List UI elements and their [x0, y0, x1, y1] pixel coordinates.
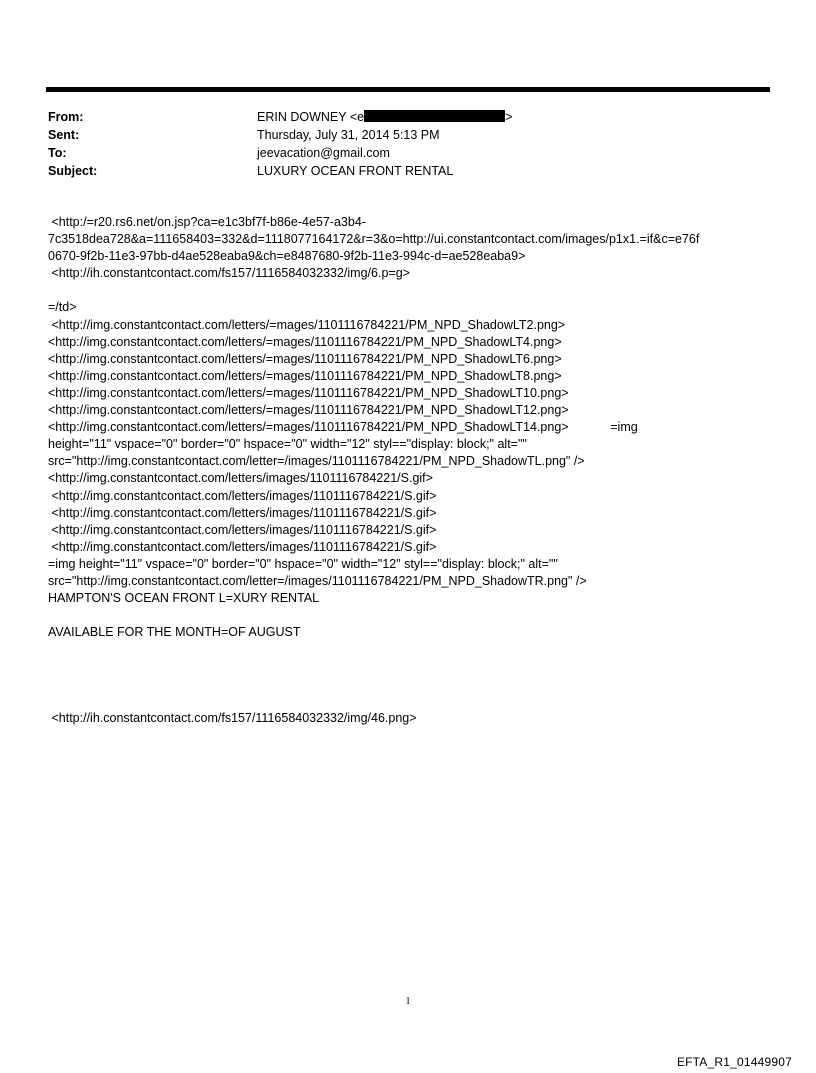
body-line: AVAILABLE FOR THE MONTH=OF AUGUST — [48, 625, 301, 640]
body-line: <http://img.constantcontact.com/letters/=mages/1101116784221/PM_NPD_ShadowLT6.png> — [48, 351, 562, 366]
body-line: src="http://img.constantcontact.com/letter=/images/1101116784221/PM_NPD_ShadowTR.png" /> — [48, 573, 587, 588]
body-line: src="http://img.constantcontact.com/letter=/images/1101116784221/PM_NPD_ShadowTL.png" /> — [48, 454, 585, 469]
body-line — [48, 658, 788, 675]
body-line: =/td> — [48, 300, 77, 315]
body-line: height="11" vspace="0" border="0" hspace="0" width="12" styl=="display: block;" alt="" — [48, 437, 527, 452]
email-header — [48, 108, 748, 180]
body-line: <http://img.constantcontact.com/letters/=mages/1101116784221/PM_NPD_ShadowLT14.png> =img — [48, 420, 638, 435]
body-line: <http://img.constantcontact.com/letters/images/1101116784221/S.gif> — [48, 522, 437, 537]
from-value-start: ERIN DOWNEY <e — [257, 110, 365, 124]
top-divider-rule — [46, 87, 770, 92]
body-line: <http://img.constantcontact.com/letters/images/1101116784221/S.gif> — [48, 471, 433, 486]
from-value — [257, 108, 512, 126]
body-line: <http://img.constantcontact.com/letters/images/1101116784221/S.gif> — [48, 488, 437, 503]
to-label: To: — [48, 146, 67, 160]
body-line — [48, 607, 788, 624]
from-label: From: — [48, 110, 84, 124]
email-body — [48, 214, 788, 727]
body-line — [48, 282, 788, 299]
body-line: <http://ih.constantcontact.com/fs157/1116584032332/img/46.png> — [48, 710, 417, 725]
to-row — [48, 144, 748, 162]
body-line — [48, 676, 788, 693]
body-line: =img height="11" vspace="0" border="0" hspace="0" width="12" styl=="display: block;" alt="" — [48, 556, 558, 571]
body-line: <http://img.constantcontact.com/letters/images/1101116784221/S.gif> — [48, 539, 437, 554]
body-line: HAMPTON'S OCEAN FRONT L=XURY RENTAL — [48, 591, 320, 606]
document-id: EFTA_R1_01449907 — [676, 1055, 792, 1069]
body-line: <http://img.constantcontact.com/letters/=mages/1101116784221/PM_NPD_ShadowLT4.png> — [48, 334, 562, 349]
subject-row — [48, 162, 748, 180]
body-line: 7c3518dea728&a=111658403=332&d=1118077164172&r=3&o=http://ui.constantcontact.com/images/p1x1.=if&c=e76f — [48, 232, 700, 247]
subject-value: LUXURY OCEAN FRONT RENTAL — [257, 164, 454, 178]
body-line: <http://img.constantcontact.com/letters/=mages/1101116784221/PM_NPD_ShadowLT2.png> — [48, 317, 566, 332]
to-value: jeevacation@gmail.com — [257, 146, 390, 160]
body-line: <http://img.constantcontact.com/letters/=mages/1101116784221/PM_NPD_ShadowLT10.png> — [48, 385, 569, 400]
page-number: 1 — [405, 996, 411, 1007]
body-line: <http:/=r20.rs6.net/on.jsp?ca=e1c3bf7f-b86e-4e57-a3b4- — [48, 215, 366, 229]
from-row — [48, 108, 748, 126]
body-line: <http://img.constantcontact.com/letters/images/1101116784221/S.gif> — [48, 505, 437, 520]
body-line: 0670-9f2b-11e3-97bb-d4ae528eaba9&ch=e8487680-9f2b-11e3-994c-d=ae528eaba9> — [48, 249, 526, 264]
sent-value: Thursday, July 31, 2014 5:13 PM — [257, 128, 440, 142]
sent-row — [48, 126, 748, 144]
from-value-end: > — [505, 110, 513, 124]
subject-label: Subject: — [48, 164, 98, 178]
body-line — [48, 641, 788, 658]
body-line: <http://img.constantcontact.com/letters/=mages/1101116784221/PM_NPD_ShadowLT12.png> — [48, 403, 569, 418]
sent-label: Sent: — [48, 128, 80, 142]
body-line: <http://ih.constantcontact.com/fs157/1116584032332/img/6.p=g> — [48, 266, 410, 281]
body-line — [48, 693, 788, 710]
body-line: <http://img.constantcontact.com/letters/=mages/1101116784221/PM_NPD_ShadowLT8.png> — [48, 368, 562, 383]
redaction-block — [364, 110, 505, 122]
